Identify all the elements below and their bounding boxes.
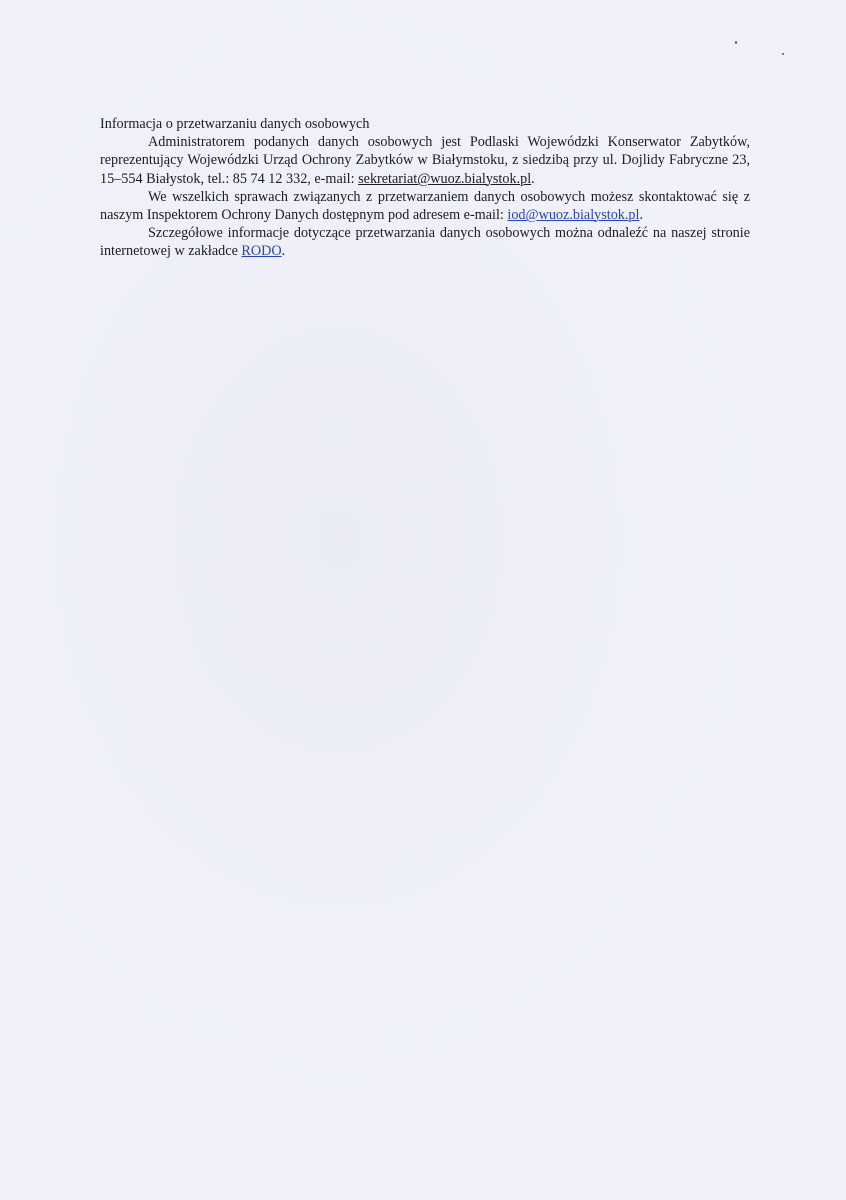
paragraph-inspector	[100, 188, 750, 224]
paragraph-end: .	[531, 170, 535, 187]
scan-speck	[735, 41, 737, 44]
email-link-iod[interactable]: iod@wuoz.bialystok.pl	[507, 207, 640, 224]
paragraph-text: We wszelkich sprawach związanych z przetwarzaniem danych osobowych możesz skontaktować się z naszym Inspektorem Ochrony Danych dostępnym pod adresem e-mail:	[100, 188, 750, 224]
paragraph-end: .	[639, 207, 644, 224]
paragraph-administrator	[100, 133, 750, 188]
rodo-link[interactable]: RODO	[241, 243, 282, 260]
paragraph-text: Szczegółowe informacje dotyczące przetwarzania danych osobowych można odnaleźć na naszej stronie internetowej w zakładce	[100, 225, 750, 260]
scan-speck	[782, 53, 784, 55]
document-body	[100, 115, 750, 261]
paragraph-end: .	[281, 243, 286, 260]
paragraph-details	[100, 224, 750, 260]
document-heading: Informacja o przetwarzaniu danych osobowych	[100, 116, 370, 132]
paragraph-text: Administratorem podanych danych osobowych jest Podlaski Wojewódzki Konserwator Zabytków, reprezentujący Wojewódzki Urząd Ochrony Zabytków w Białymstoku, z siedzibą przy ul. Dojlidy Fabryczne 23, 15–554 Białystok, tel.: 85 74 12 332, e-mail:	[100, 134, 750, 187]
email-link-sekretariat[interactable]: sekretariat@wuoz.bialystok.pl	[358, 170, 532, 187]
